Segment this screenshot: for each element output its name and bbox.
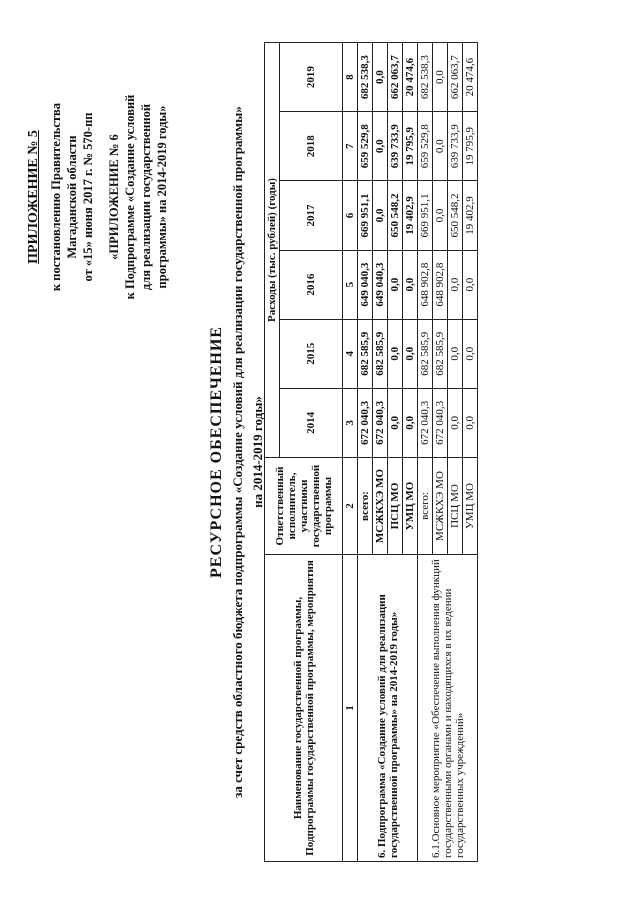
column-number: 5 (343, 250, 358, 319)
amount-cell: 648 902,8 (418, 250, 433, 319)
amount-cell: 19 402,9 (463, 181, 478, 250)
amount-cell: 669 951,1 (418, 181, 433, 250)
amount-cell: 0,0 (448, 388, 463, 457)
amount-cell: 682 585,9 (373, 319, 388, 388)
year-header: 2018 (280, 112, 343, 181)
amount-cell: 0,0 (373, 181, 388, 250)
year-header: 2019 (280, 43, 343, 112)
amount-cell: 0,0 (433, 181, 448, 250)
amount-cell: 662 063,7 (448, 43, 463, 112)
amount-cell: 659 529,8 (418, 112, 433, 181)
amount-cell: 0,0 (388, 250, 403, 319)
amount-cell: 672 040,3 (418, 388, 433, 457)
executor-cell: МСЖКХЭ МО (433, 458, 448, 555)
title-main: РЕСУРСНОЕ ОБЕСПЕЧЕНИЕ (208, 326, 225, 578)
amount-cell: 672 040,3 (373, 388, 388, 457)
amount-cell: 19 795,9 (463, 112, 478, 181)
amount-cell: 639 733,9 (388, 112, 403, 181)
amount-cell: 662 063,7 (388, 43, 403, 112)
appendix6-title: «ПРИЛОЖЕНИЕ № 6 (107, 134, 121, 260)
amount-cell: 20 474,6 (463, 43, 478, 112)
executor-cell: УМЦ МО (463, 458, 478, 555)
program-name-cell: 6. Подпрограмма «Создание условий для реализации государственной программы» на 2014-2019 годы» (358, 555, 418, 862)
amount-cell: 0,0 (373, 112, 388, 181)
col-exec-header: Ответственный исполнитель, участники государственной программы (265, 458, 343, 555)
amount-cell: 669 951,1 (358, 181, 373, 250)
table-row (418, 43, 433, 862)
amount-cell: 648 902,8 (433, 250, 448, 319)
amount-cell: 650 548,2 (448, 181, 463, 250)
amount-cell: 0,0 (448, 319, 463, 388)
amount-cell: 0,0 (388, 319, 403, 388)
amount-cell: 0,0 (403, 388, 418, 457)
year-header: 2015 (280, 319, 343, 388)
executor-cell: ПСЦ МО (448, 458, 463, 555)
executor-cell: всего: (358, 458, 373, 555)
header-line: от «15» июня 2017 г. № 570-пп (81, 112, 95, 282)
table-row (358, 43, 373, 862)
header-line: Магаданской области (65, 135, 79, 259)
column-number: 8 (343, 43, 358, 112)
column-number: 1 (343, 555, 358, 862)
amount-cell: 0,0 (463, 388, 478, 457)
header-line: программы» на 2014-2019 годы» (155, 105, 169, 289)
amount-cell: 682 585,9 (433, 319, 448, 388)
header-line: к Подпрограмме «Создание условий (123, 94, 137, 300)
executor-cell: всего: (418, 458, 433, 555)
col-name-header: Наименование государственной программы, Подпрограммы государственной программы, мероприятия (265, 555, 343, 862)
amount-cell: 0,0 (403, 250, 418, 319)
amount-cell: 682 538,3 (358, 43, 373, 112)
amount-cell: 0,0 (403, 319, 418, 388)
amount-cell: 672 040,3 (433, 388, 448, 457)
amount-cell: 19 795,9 (403, 112, 418, 181)
year-header: 2017 (280, 181, 343, 250)
amount-cell: 19 402,9 (403, 181, 418, 250)
column-number: 2 (343, 458, 358, 555)
header-line: к постановлению Правительства (49, 102, 63, 292)
amount-cell: 0,0 (463, 319, 478, 388)
column-number: 3 (343, 388, 358, 457)
executor-cell: УМЦ МО (403, 458, 418, 555)
header-line: для реализации государственной (139, 103, 153, 291)
amount-cell: 0,0 (433, 112, 448, 181)
appendix-header (26, 32, 170, 362)
amount-cell: 639 733,9 (448, 112, 463, 181)
amount-cell: 0,0 (433, 43, 448, 112)
amount-cell: 682 585,9 (418, 319, 433, 388)
amount-cell: 0,0 (373, 43, 388, 112)
year-header: 2016 (280, 250, 343, 319)
amount-cell: 20 474,6 (403, 43, 418, 112)
column-number: 7 (343, 112, 358, 181)
document-page (20, 12, 620, 892)
executor-cell: МСЖКХЭ МО (373, 458, 388, 555)
column-number: 4 (343, 319, 358, 388)
amount-cell: 659 529,8 (358, 112, 373, 181)
amount-cell: 649 040,3 (373, 250, 388, 319)
amount-cell: 0,0 (463, 250, 478, 319)
amount-cell: 672 040,3 (358, 388, 373, 457)
program-name-cell: 6.1.Основное мероприятие «Обеспечение выполнения функций государственными органами и находящихся в их ведении государственных учреждений» (418, 555, 478, 862)
appendix-title: ПРИЛОЖЕНИЕ № 5 (26, 130, 41, 264)
column-number: 6 (343, 181, 358, 250)
amount-cell: 682 585,9 (358, 319, 373, 388)
amount-cell: 0,0 (448, 250, 463, 319)
title-sub: за счет средств областного бюджета подпрограммы «Создание условий для реализации государственной программы» (230, 106, 245, 798)
amount-cell: 0,0 (388, 388, 403, 457)
amount-cell: 682 538,3 (418, 43, 433, 112)
resources-table (264, 42, 478, 862)
title-sub: на 2014-2019 годы» (250, 396, 265, 508)
executor-cell: ПСЦ МО (388, 458, 403, 555)
amount-cell: 650 548,2 (388, 181, 403, 250)
year-header: 2014 (280, 388, 343, 457)
col-expenses-header: Расходы (тыс. рублей) (годы) (265, 43, 280, 458)
amount-cell: 649 040,3 (358, 250, 373, 319)
document-title (208, 12, 266, 892)
